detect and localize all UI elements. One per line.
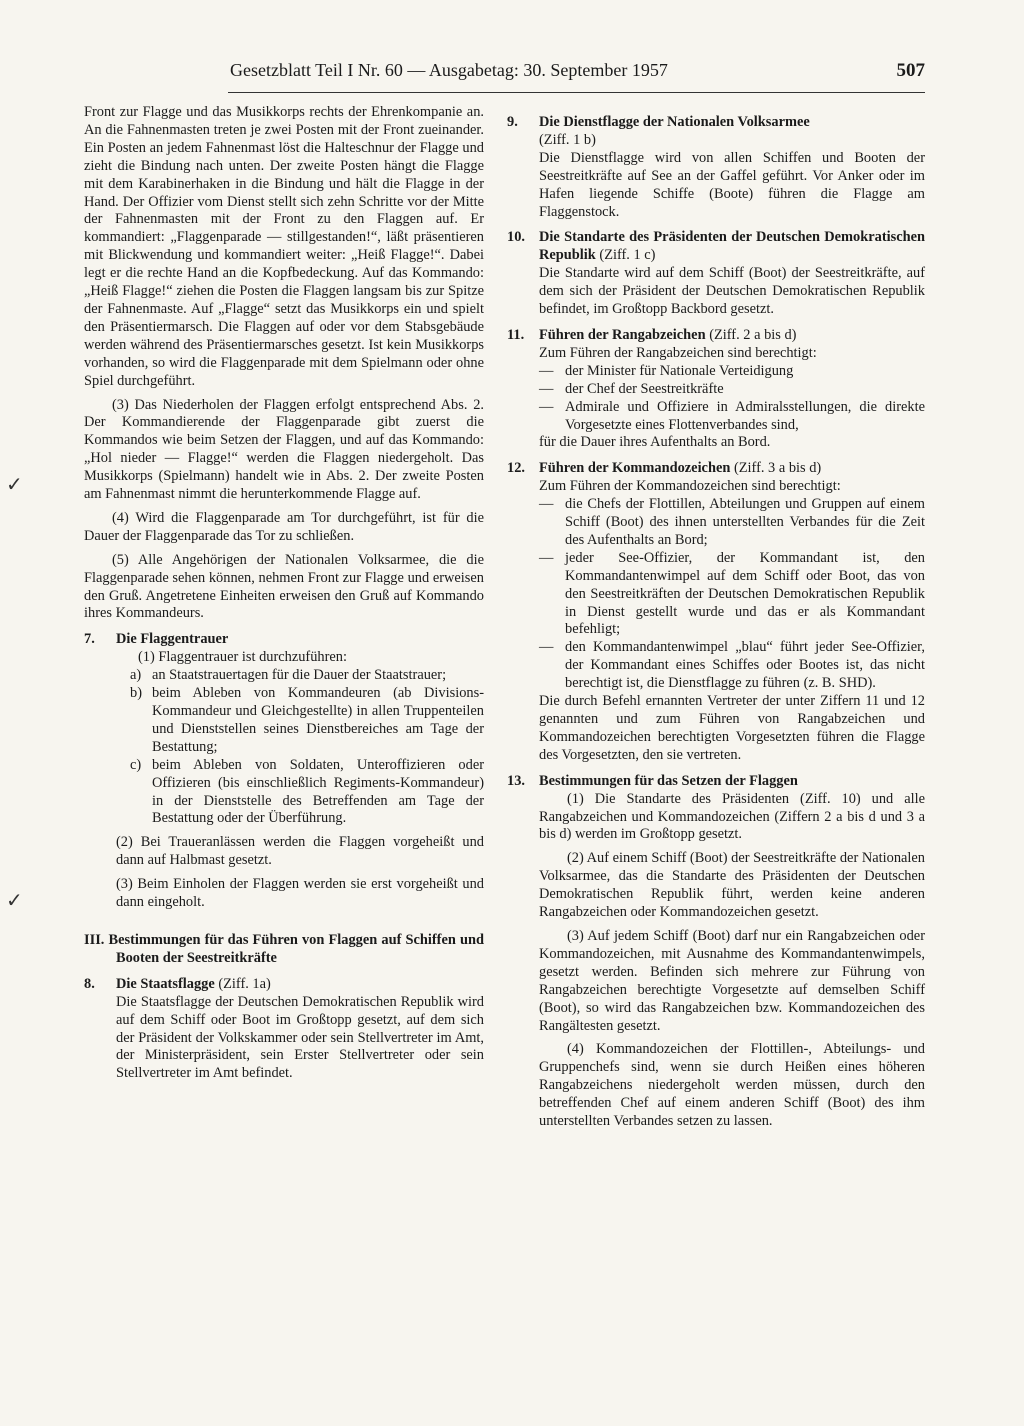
paragraph: (3) Beim Einholen der Flaggen werden sie erst vorgeheißt und dann eingeholt. — [116, 876, 484, 911]
section-number: 10. — [507, 229, 525, 246]
header-title: Gesetzblatt Teil I Nr. 60 — Ausgabetag: 30. September 1957 — [230, 60, 668, 80]
section-reference: (Ziff. 2 a bis d) — [709, 326, 797, 343]
chapter-heading — [84, 932, 484, 968]
section-9-heading — [507, 114, 925, 150]
section-title: Die Standarte des Präsidenten der Deutschen Demokratischen Republik — [539, 229, 925, 264]
paragraph: (1) Flaggentrauer ist durchzuführen: — [138, 649, 347, 666]
dash-marker: — — [539, 398, 554, 415]
section-number: 7. — [84, 631, 95, 648]
list-item-text: beim Ableben von Soldaten, Unteroffizieren oder Offizieren (bis einschließlich Regiments-Kommandeur) in der Dienststelle des Betreffenden am Tage der Bestattung oder der Überführung. — [152, 756, 484, 827]
section-title: Die Dienstflagge der Nationalen Volksarmee — [539, 114, 810, 130]
list-item-text: Admirale und Offiziere in Admiralsstellungen, die direkte Vorgesetzte eines Flottenverbandes sind, — [565, 398, 925, 433]
list-item-text: die Chefs der Flottillen, Abteilungen und Gruppen auf einem Schiff (Boot) des ihnen unterstellten Verbandes für die Zeit des Aufenthalts an Bord; — [565, 496, 925, 548]
list-item-text: an Staatstrauertagen für die Dauer der Staatstrauer; — [152, 667, 447, 684]
section-title: Die Staatsflagge — [116, 975, 215, 992]
page-number: 507 — [896, 60, 925, 81]
section-12-heading — [507, 460, 925, 478]
section-8-heading — [84, 976, 484, 994]
paragraph: Die Staatsflagge der Deutschen Demokratischen Republik wird auf dem Schiff oder Boot im Großtopp gesetzt, auf dem sich der Präsident der Volkskammer oder sein Stellvertreter im Amt, der Ministerpräsident, sein Erster Stellvertreter oder sein Stellvertreter im Amt befindet. — [116, 993, 484, 1082]
section-title: Die Flaggentrauer — [116, 631, 229, 648]
list-item-text: der Chef der Seestreitkräfte — [565, 380, 724, 397]
header-rule — [228, 92, 925, 93]
section-title: Führen der Kommandozeichen — [539, 460, 731, 477]
list-marker: b) — [130, 685, 142, 702]
list-item-text: beim Ableben von Kommandeuren (ab Divisions-Kommandeur und Gleichgestellte) in allen Truppenteilen und Dienststellen seines Dienstbereiches am Tage der Bestattung; — [152, 685, 484, 755]
paragraph: für die Dauer ihres Aufenthalts an Bord. — [539, 434, 771, 451]
margin-checkmark-icon: ✓ — [6, 888, 23, 912]
dash-marker: — — [539, 639, 554, 656]
section-13-heading — [507, 773, 925, 791]
list-item-text: den Kommandantenwimpel „blau“ führt jeder See-Offizier, der Kommandant eines Schiffes oder Bootes ist, das nicht berechtigt ist, die Dienstflagge zu führen (z. B. SHD). — [565, 639, 925, 692]
section-reference: (Ziff. 3 a bis d) — [733, 460, 822, 477]
section-reference: (Ziff. 1 b) — [539, 131, 596, 148]
list-item — [507, 363, 925, 381]
list-item — [84, 667, 484, 685]
section-reference: (Ziff. 1a) — [218, 975, 271, 992]
list-item — [507, 496, 925, 550]
paragraph: (4) Kommandozeichen der Flottillen-, Abteilungs- und Gruppenchefs sind, wenn sie durch Heißen eines höheren Rangabzeichens niedergeholt werden müssen, durch den betreffenden Chef auf einem anderen Schiff (Boot) des ihm unterstellten Verbandes setzen zu lassen. — [539, 1041, 925, 1130]
paragraph: Die Standarte wird auf dem Schiff (Boot) der Seestreitkräfte, auf dem sich der Präsident der Deutschen Demokratischen Republik befindet, im Großtopp Backbord gesetzt. — [539, 265, 925, 318]
paragraph: Zum Führen der Kommandozeichen sind berechtigt: — [539, 478, 841, 495]
paragraph: (2) Auf einem Schiff (Boot) der Seestreitkräfte der Nationalen Volksarmee, das die Standarte des Präsidenten der Deutschen Demokratischen Republik führt, werden keine anderen Rangabzeichen oder Kommandozeichen gesetzt. — [539, 850, 925, 921]
section-number: 8. — [84, 975, 95, 992]
dash-marker: — — [539, 549, 554, 566]
paragraph: Front zur Flagge und das Musikkorps rechts der Ehrenkompanie an. An die Fahnenmasten treten je zwei Posten mit der Front zueinander. Ein Posten an jedem Fahnenmast löst die Halteschnur der Flagge und zieht die Bindung nach unten. Der zweite Posten hängt die Flagge mit dem Karabinerhaken in die Bindung und hält die Flagge in der Hand. Der Offizier vom Dienst stellt sich zehn Schritte vor der Mitte der Fahnenmasten mit der Front zu den Flaggen auf. Er kommandiert: „Flaggenparade — stillgestanden!“, läßt präsentieren mit Blickwendung und kommandiert weiter: „Heiß Flagge!“. Dabei legt er die rechte Hand an die Kopfbedeckung. Auf das Kommando: „Heiß Flagge!“ ziehen die Posten die Flaggen langsam bis zur Spitze der Fahnenmaste. Auf „Flagge“ setzt das Musikkorps ein und spielt den Präsentiermarsch. Die Flaggen auf oder vor dem Stabsgebäude werden während des Präsentiermarsches gesetzt. Ist kein Musikkorps vorhanden, so wird die Flaggenparade mit dem Spielmann oder ohne Spiel durchgeführt. — [84, 104, 484, 389]
paragraph: (2) Bei Traueranlässen werden die Flaggen vorgeheißt und dann auf Halbmast gesetzt. — [116, 834, 484, 869]
right-column — [507, 104, 925, 1131]
left-column — [84, 104, 484, 1083]
margin-checkmark-icon: ✓ — [6, 472, 23, 496]
list-item — [507, 550, 925, 640]
section-number: 12. — [507, 460, 525, 477]
section-reference: (Ziff. 1 c) — [599, 247, 656, 264]
list-item — [507, 381, 925, 399]
list-marker: a) — [130, 667, 142, 684]
list-item — [507, 399, 925, 435]
paragraph: Die Dienstflagge wird von allen Schiffen und Booten der Seestreitkräfte auf See an der Gaffel geführt. Vor Anker oder im Hafen liegende Schiffe (Boote) führen die Flagge am Flaggenstock. — [539, 149, 925, 220]
paragraph: Die durch Befehl ernannten Vertreter der unter Ziffern 11 und 12 genannten und zum Führen von Rangabzeichen und Kommandozeichen berechtigten Vorgesetzten führen die Flagge des Vorgesetzten, den sie vertreten. — [539, 693, 925, 763]
paragraph: Zum Führen der Rangabzeichen sind berechtigt: — [539, 344, 817, 361]
list-item — [507, 639, 925, 693]
section-11-heading — [507, 327, 925, 345]
chapter-title: III. Bestimmungen für das Führen von Flaggen auf Schiffen und Booten der Seestreitkräfte — [84, 931, 484, 966]
section-number: 9. — [507, 114, 518, 130]
section-10-heading — [507, 229, 925, 265]
paragraph: (5) Alle Angehörigen der Nationalen Volksarmee, die die Flaggenparade sehen können, nehmen Front zur Flagge und erweisen den Gruß. Angetretene Einheiten erweisen den Gruß auf Kommando ihres Kommandeurs. — [84, 551, 484, 622]
paragraph: (1) Die Standarte des Präsidenten (Ziff. 10) und alle Rangabzeichen und Kommandozeichen (Ziffern 2 a bis d und 3 a bis d) werden im Großtopp gesetzt. — [539, 790, 925, 843]
list-marker: c) — [130, 756, 142, 773]
list-item-text: jeder See-Offizier, der Kommandant ist, den Kommandantenwimpel auf dem Schiff oder Boot, das von den Seestreitkräften der Deutschen Demokratischen Republik in Dienst gestellt wurde und das er als Kommandant befehligt; — [565, 549, 925, 638]
section-number: 11. — [507, 326, 525, 343]
section-7-heading — [84, 631, 484, 649]
section-title: Führen der Rangabzeichen — [539, 326, 706, 343]
list-item — [84, 757, 484, 829]
paragraph: (4) Wird die Flaggenparade am Tor durchgeführt, ist für die Dauer der Flaggenparade das Tor zu schließen. — [84, 509, 484, 544]
dash-marker: — — [539, 362, 554, 379]
dash-marker: — — [539, 496, 554, 513]
paragraph: (3) Auf jedem Schiff (Boot) darf nur ein Rangabzeichen oder Kommandozeichen, mit Ausnahme des Kommandantenwimpels, gesetzt werden. Befinden sich mehrere zur Führung von Rangabzeichen berechtigte Vorgesetzte auf demselben Schiff (Boot), so wird das Rangabzeichen bzw. Kommandozeichen des Rangältesten gesetzt. — [539, 927, 925, 1034]
paragraph: (3) Das Niederholen der Flaggen erfolgt entsprechend Abs. 2. Der Kommandierende der Flaggenparade gibt zuerst die Kommandos wie beim Setzen der Flaggen, und auf das Kommando: „Hol nieder — Flagge!“ werden die Flaggen niedergeholt. Das Musikkorps (Spielmann) handelt wie in Abs. 2. Der zweite Posten am Fahnenmast nimmt die herunterkommende Flagge auf. — [84, 396, 484, 503]
section-number: 13. — [507, 772, 525, 789]
list-item-text: der Minister für Nationale Verteidigung — [565, 362, 794, 379]
section-title: Bestimmungen für das Setzen der Flaggen — [539, 772, 798, 789]
list-item — [84, 685, 484, 757]
dash-marker: — — [539, 380, 554, 397]
